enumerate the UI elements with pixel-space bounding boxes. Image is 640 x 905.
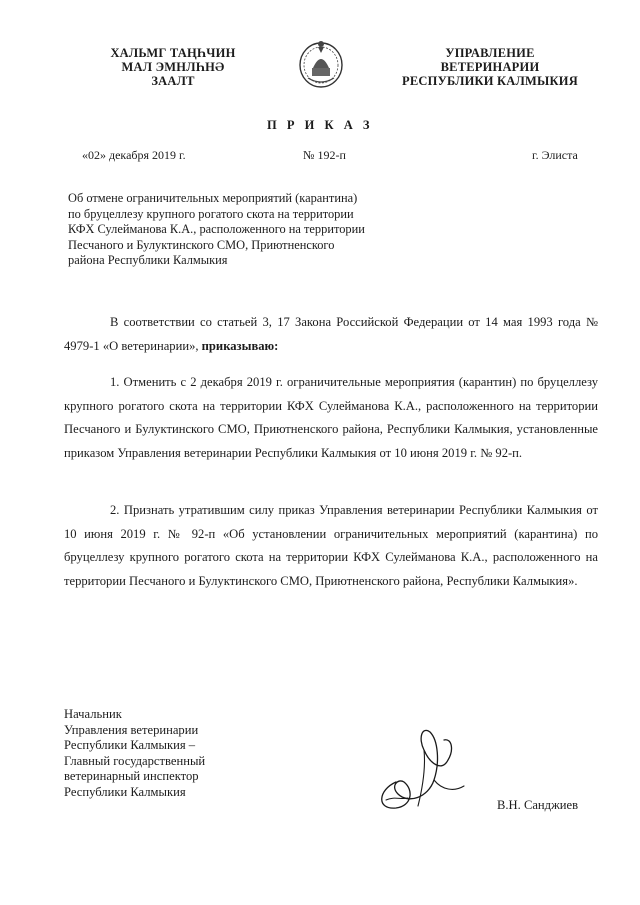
order-city: г. Элиста: [532, 148, 578, 162]
signer-title-line: Главный государственный: [64, 753, 206, 768]
order-item-1: 1. Отменить с 2 декабря 2019 г. ограничительные мероприятия (карантин) по бруцеллезу крупного рогатого скота на территории КФХ Сулейманова К.А., расположенного на территории Песчаного и Булуктинского СМО, Приютненского района, Республики Калмыкия, установленные приказом Управления ветеринарии Республики Калмыкия от 10 июня 2019 г. № 92-п.: [64, 375, 598, 460]
preamble-text: В соответствии со статьей 3, 17 Закона Российской Федерации от 14 мая 1993 года № 4979-1 «О ветеринарии»,: [64, 315, 598, 353]
header-left-line: ЗААЛТ: [151, 74, 195, 88]
order-number: № 192-п: [303, 148, 346, 162]
subject-line: по бруцеллезу крупного рогатого скота на территории: [68, 206, 354, 221]
header-right-line: ВЕТЕРИНАРИИ: [440, 60, 540, 74]
signer-title: [64, 707, 324, 801]
subject-line: Об отмене ограничительных мероприятий (карантина): [68, 191, 358, 205]
subject-line: района Республики Калмыкия: [68, 253, 228, 268]
header-left-kalmyk: [88, 46, 258, 88]
kalmykia-coat-of-arms-icon: [298, 38, 344, 90]
order-subject: [68, 191, 428, 269]
header-right-line: РЕСПУБЛИКИ КАЛМЫКИЯ: [402, 74, 578, 88]
subject-line: КФХ Сулейманова К.А., расположенного на территории: [68, 222, 365, 237]
header-right-russian: [390, 46, 590, 88]
preamble-paragraph: [64, 311, 598, 358]
document-title: П Р И К А З: [267, 118, 373, 132]
preamble-emphasis: приказываю:: [201, 338, 279, 353]
signer-title-line: Республики Калмыкия: [64, 784, 186, 799]
handwritten-signature-icon: [368, 720, 478, 820]
header-left-line: ХАЛЬМГ ТАҢҺЧИН: [110, 46, 236, 60]
signer-title-line: Республики Калмыкия –: [64, 738, 196, 753]
signer-name: В.Н. Санджиев: [497, 798, 579, 812]
signer-title-line: Управления ветеринарии: [64, 722, 199, 737]
order-item-2: 2. Признать утратившим силу приказ Управления ветеринарии Республики Калмыкия от 10 июня 2019 г. № 92-п «Об установлении ограничительных мероприятий (карантина) по бруцеллезу крупного рогатого скота на территории КФХ Сулейманова К.А., расположенного на территории Песчаного и Булуктинского СМО, Приютненского района, Республики Калмыкия».: [64, 503, 598, 588]
subject-line: Песчаного и Булуктинского СМО, Приютненского: [68, 237, 335, 252]
header-right-line: УПРАВЛЕНИЕ: [445, 46, 535, 60]
signer-title-line: Начальник: [64, 707, 122, 721]
order-date: «02» декабря 2019 г.: [82, 148, 186, 162]
header-left-line: МАЛ ЭМНЛҺНӘ: [121, 60, 225, 74]
signer-title-line: ветеринарный инспектор: [64, 769, 199, 784]
